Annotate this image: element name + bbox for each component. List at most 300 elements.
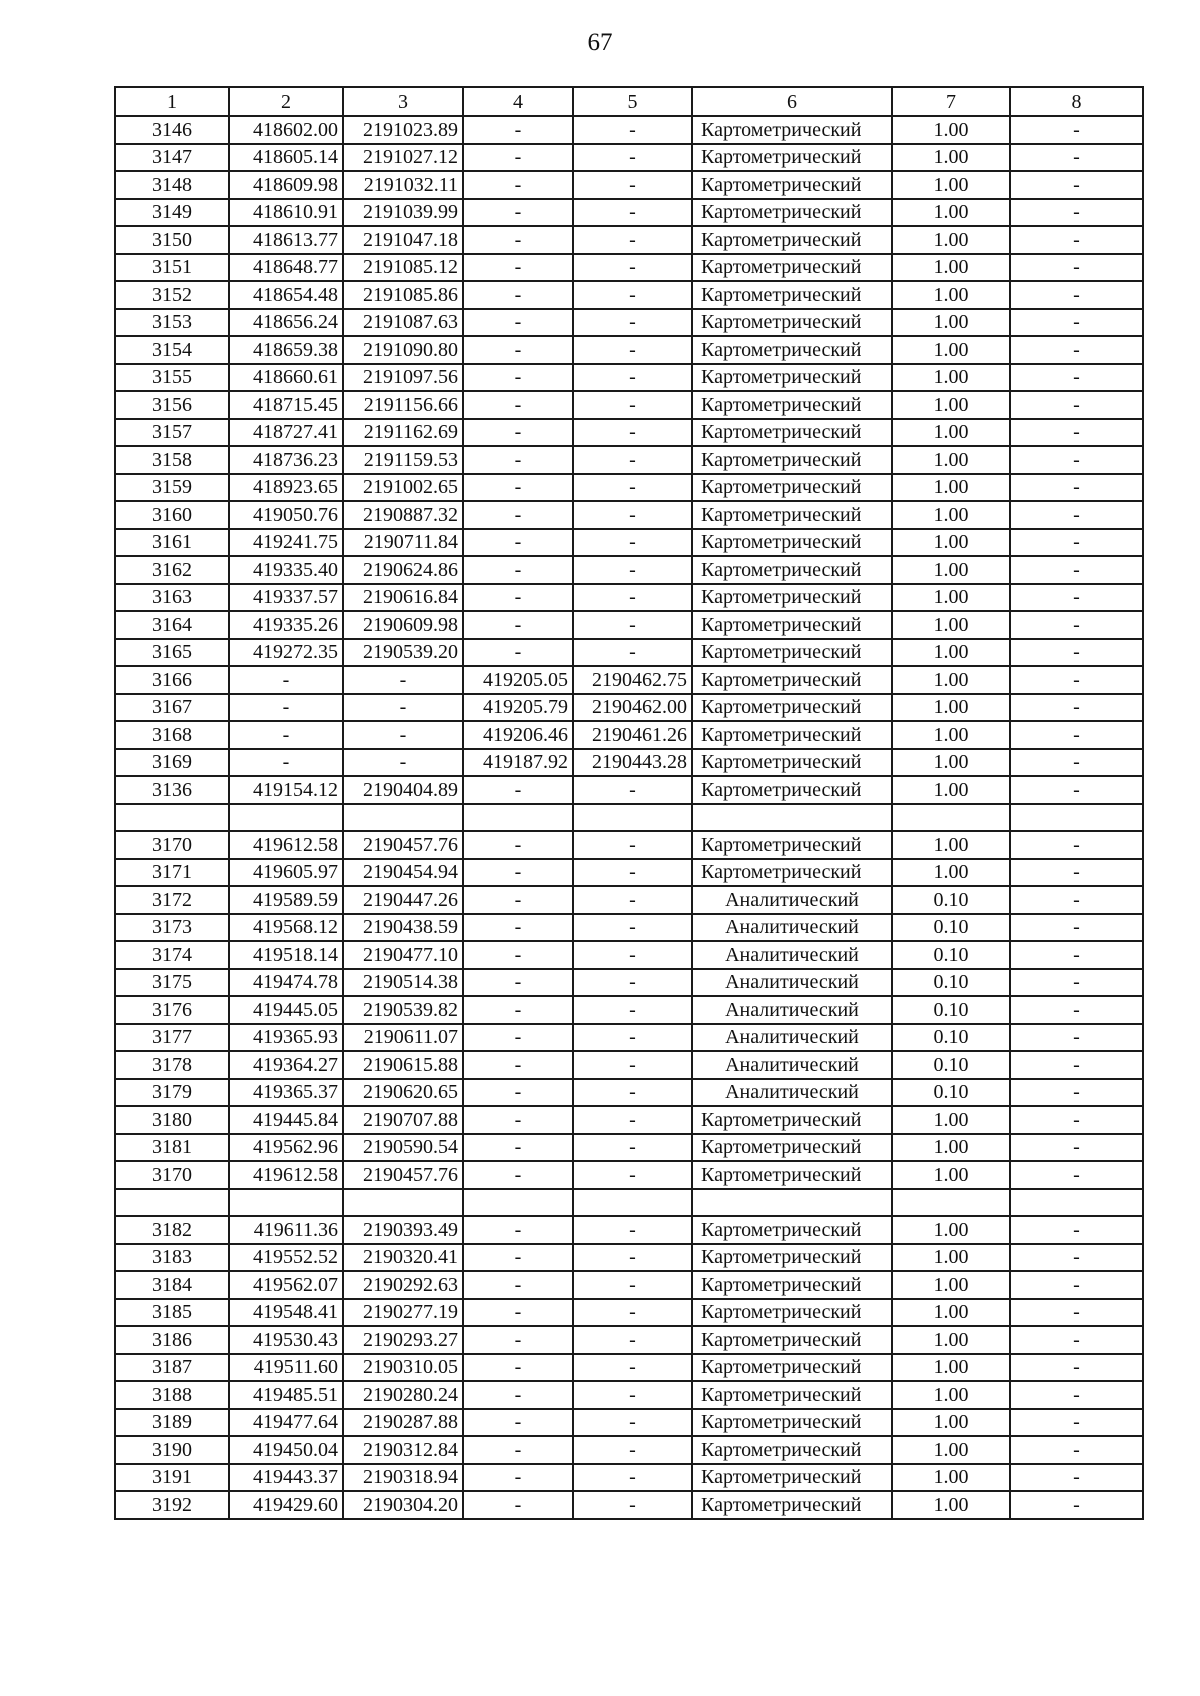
table-row	[115, 804, 1143, 832]
method-cell: Аналитический	[692, 1024, 892, 1052]
x-coordinate-cell: 418659.38	[229, 336, 343, 364]
x-coordinate-alt-cell: -	[463, 941, 573, 969]
column-header: 1	[115, 87, 229, 116]
y-coordinate-alt-cell: -	[573, 1381, 692, 1409]
y-coordinate-alt-cell	[573, 1189, 692, 1217]
y-coordinate-alt-cell: -	[573, 254, 692, 282]
x-coordinate-cell: 419568.12	[229, 914, 343, 942]
column-header: 7	[892, 87, 1010, 116]
x-coordinate-cell: -	[229, 694, 343, 722]
method-cell: Картометрический	[692, 419, 892, 447]
table-row	[115, 611, 1143, 639]
accuracy-cell: 1.00	[892, 391, 1010, 419]
x-coordinate-cell: -	[229, 749, 343, 777]
accuracy-cell: 1.00	[892, 446, 1010, 474]
x-coordinate-cell: 418605.14	[229, 144, 343, 172]
table-row	[115, 1216, 1143, 1244]
x-coordinate-alt-cell: -	[463, 1381, 573, 1409]
y-coordinate-cell: 2191087.63	[343, 309, 463, 337]
method-cell: Картометрический	[692, 1491, 892, 1519]
x-coordinate-cell: 419429.60	[229, 1491, 343, 1519]
y-coordinate-cell: 2190539.20	[343, 639, 463, 667]
description-cell: -	[1010, 1216, 1143, 1244]
point-number-cell: 3192	[115, 1491, 229, 1519]
y-coordinate-alt-cell: -	[573, 1436, 692, 1464]
column-header: 6	[692, 87, 892, 116]
point-number-cell: 3148	[115, 171, 229, 199]
x-coordinate-alt-cell: -	[463, 501, 573, 529]
x-coordinate-alt-cell: -	[463, 364, 573, 392]
description-cell: -	[1010, 254, 1143, 282]
description-cell: -	[1010, 1299, 1143, 1327]
column-header: 2	[229, 87, 343, 116]
description-cell: -	[1010, 886, 1143, 914]
y-coordinate-cell: 2191002.65	[343, 474, 463, 502]
accuracy-cell: 1.00	[892, 1381, 1010, 1409]
table-row	[115, 1051, 1143, 1079]
method-cell: Картометрический	[692, 364, 892, 392]
y-coordinate-cell: 2190457.76	[343, 1161, 463, 1189]
x-coordinate-cell: 418727.41	[229, 419, 343, 447]
table-row	[115, 1464, 1143, 1492]
x-coordinate-alt-cell: -	[463, 446, 573, 474]
y-coordinate-cell: 2191047.18	[343, 226, 463, 254]
y-coordinate-cell: 2190310.05	[343, 1354, 463, 1382]
description-cell: -	[1010, 501, 1143, 529]
method-cell: Картометрический	[692, 666, 892, 694]
description-cell: -	[1010, 749, 1143, 777]
x-coordinate-cell: 419530.43	[229, 1326, 343, 1354]
description-cell: -	[1010, 1024, 1143, 1052]
method-cell: Картометрический	[692, 1106, 892, 1134]
point-number-cell: 3166	[115, 666, 229, 694]
x-coordinate-cell: 418648.77	[229, 254, 343, 282]
x-coordinate-cell: 419365.37	[229, 1079, 343, 1107]
table-row	[115, 1189, 1143, 1217]
x-coordinate-alt-cell: -	[463, 831, 573, 859]
table-row	[115, 199, 1143, 227]
accuracy-cell: 1.00	[892, 419, 1010, 447]
accuracy-cell: 1.00	[892, 721, 1010, 749]
point-number-cell: 3154	[115, 336, 229, 364]
table-row	[115, 1134, 1143, 1162]
description-cell: -	[1010, 1271, 1143, 1299]
y-coordinate-cell: -	[343, 721, 463, 749]
description-cell: -	[1010, 666, 1143, 694]
y-coordinate-alt-cell: -	[573, 446, 692, 474]
method-cell: Аналитический	[692, 1079, 892, 1107]
description-cell: -	[1010, 694, 1143, 722]
y-coordinate-cell: 2191162.69	[343, 419, 463, 447]
table-row	[115, 254, 1143, 282]
accuracy-cell: 1.00	[892, 336, 1010, 364]
x-coordinate-cell: 419445.05	[229, 996, 343, 1024]
accuracy-cell: 1.00	[892, 1161, 1010, 1189]
x-coordinate-alt-cell: -	[463, 1326, 573, 1354]
description-cell: -	[1010, 364, 1143, 392]
y-coordinate-alt-cell: -	[573, 501, 692, 529]
y-coordinate-alt-cell: -	[573, 1299, 692, 1327]
y-coordinate-alt-cell: -	[573, 309, 692, 337]
y-coordinate-cell: 2190277.19	[343, 1299, 463, 1327]
x-coordinate-alt-cell: -	[463, 336, 573, 364]
description-cell: -	[1010, 1354, 1143, 1382]
method-cell: Картометрический	[692, 556, 892, 584]
accuracy-cell: 0.10	[892, 941, 1010, 969]
y-coordinate-alt-cell: -	[573, 1271, 692, 1299]
table-row	[115, 886, 1143, 914]
point-number-cell: 3165	[115, 639, 229, 667]
accuracy-cell	[892, 1189, 1010, 1217]
table-row	[115, 941, 1143, 969]
table-row	[115, 914, 1143, 942]
point-number-cell: 3179	[115, 1079, 229, 1107]
x-coordinate-cell	[229, 1189, 343, 1217]
accuracy-cell: 0.10	[892, 969, 1010, 997]
table-row	[115, 1106, 1143, 1134]
method-cell: Картометрический	[692, 336, 892, 364]
description-cell: -	[1010, 584, 1143, 612]
point-number-cell: 3180	[115, 1106, 229, 1134]
point-number-cell: 3149	[115, 199, 229, 227]
method-cell: Аналитический	[692, 996, 892, 1024]
y-coordinate-cell: 2190590.54	[343, 1134, 463, 1162]
y-coordinate-alt-cell	[573, 804, 692, 832]
accuracy-cell: 1.00	[892, 694, 1010, 722]
accuracy-cell: 1.00	[892, 309, 1010, 337]
x-coordinate-alt-cell: -	[463, 1134, 573, 1162]
accuracy-cell: 1.00	[892, 199, 1010, 227]
y-coordinate-alt-cell: -	[573, 199, 692, 227]
x-coordinate-alt-cell: -	[463, 1271, 573, 1299]
table-row	[115, 1491, 1143, 1519]
x-coordinate-cell: 419477.64	[229, 1409, 343, 1437]
method-cell: Аналитический	[692, 941, 892, 969]
description-cell: -	[1010, 859, 1143, 887]
x-coordinate-alt-cell: -	[463, 1161, 573, 1189]
table-row	[115, 529, 1143, 557]
description-cell: -	[1010, 611, 1143, 639]
x-coordinate-cell: 419154.12	[229, 776, 343, 804]
x-coordinate-alt-cell: -	[463, 1491, 573, 1519]
x-coordinate-alt-cell: -	[463, 859, 573, 887]
table-row	[115, 281, 1143, 309]
description-cell: -	[1010, 1134, 1143, 1162]
description-cell: -	[1010, 1491, 1143, 1519]
y-coordinate-alt-cell: -	[573, 776, 692, 804]
table-row	[115, 1024, 1143, 1052]
description-cell: -	[1010, 446, 1143, 474]
accuracy-cell: 1.00	[892, 254, 1010, 282]
y-coordinate-cell: 2191085.86	[343, 281, 463, 309]
table-row	[115, 666, 1143, 694]
y-coordinate-cell: 2190620.65	[343, 1079, 463, 1107]
description-cell: -	[1010, 721, 1143, 749]
description-cell: -	[1010, 1436, 1143, 1464]
y-coordinate-cell: 2191039.99	[343, 199, 463, 227]
point-number-cell: 3162	[115, 556, 229, 584]
method-cell: Картометрический	[692, 254, 892, 282]
x-coordinate-alt-cell: 419187.92	[463, 749, 573, 777]
page-number: 67	[587, 29, 613, 56]
description-cell: -	[1010, 914, 1143, 942]
point-number-cell: 3168	[115, 721, 229, 749]
x-coordinate-cell: 419612.58	[229, 1161, 343, 1189]
table-row	[115, 694, 1143, 722]
y-coordinate-cell	[343, 804, 463, 832]
accuracy-cell: 1.00	[892, 611, 1010, 639]
y-coordinate-alt-cell: -	[573, 226, 692, 254]
method-cell: Аналитический	[692, 969, 892, 997]
accuracy-cell: 1.00	[892, 1134, 1010, 1162]
column-header: 8	[1010, 87, 1143, 116]
y-coordinate-alt-cell: -	[573, 1134, 692, 1162]
y-coordinate-cell: 2190887.32	[343, 501, 463, 529]
accuracy-cell: 1.00	[892, 1244, 1010, 1272]
x-coordinate-cell: 418660.61	[229, 364, 343, 392]
description-cell: -	[1010, 1079, 1143, 1107]
y-coordinate-alt-cell: -	[573, 1161, 692, 1189]
y-coordinate-alt-cell: -	[573, 1024, 692, 1052]
y-coordinate-alt-cell: -	[573, 639, 692, 667]
accuracy-cell: 0.10	[892, 1051, 1010, 1079]
x-coordinate-cell: 419612.58	[229, 831, 343, 859]
x-coordinate-cell: 419337.57	[229, 584, 343, 612]
y-coordinate-cell: 2190393.49	[343, 1216, 463, 1244]
x-coordinate-cell: 418613.77	[229, 226, 343, 254]
accuracy-cell: 1.00	[892, 281, 1010, 309]
y-coordinate-alt-cell: 2190461.26	[573, 721, 692, 749]
accuracy-cell: 1.00	[892, 584, 1010, 612]
x-coordinate-alt-cell: -	[463, 226, 573, 254]
y-coordinate-alt-cell: -	[573, 171, 692, 199]
method-cell: Картометрический	[692, 199, 892, 227]
x-coordinate-alt-cell: -	[463, 1079, 573, 1107]
y-coordinate-cell: 2191156.66	[343, 391, 463, 419]
method-cell: Картометрический	[692, 1244, 892, 1272]
table-row	[115, 171, 1143, 199]
x-coordinate-alt-cell: 419205.05	[463, 666, 573, 694]
y-coordinate-cell: -	[343, 666, 463, 694]
y-coordinate-alt-cell: -	[573, 914, 692, 942]
x-coordinate-alt-cell: -	[463, 309, 573, 337]
point-number-cell: 3151	[115, 254, 229, 282]
description-cell	[1010, 1189, 1143, 1217]
accuracy-cell: 1.00	[892, 364, 1010, 392]
y-coordinate-alt-cell: -	[573, 1079, 692, 1107]
y-coordinate-cell: 2190312.84	[343, 1436, 463, 1464]
point-number-cell: 3158	[115, 446, 229, 474]
y-coordinate-alt-cell: -	[573, 391, 692, 419]
y-coordinate-cell: 2190304.20	[343, 1491, 463, 1519]
point-number-cell: 3155	[115, 364, 229, 392]
y-coordinate-alt-cell: -	[573, 1326, 692, 1354]
x-coordinate-alt-cell: -	[463, 1464, 573, 1492]
table-row	[115, 996, 1143, 1024]
method-cell: Картометрический	[692, 749, 892, 777]
point-number-cell: 3186	[115, 1326, 229, 1354]
y-coordinate-cell: 2191090.80	[343, 336, 463, 364]
method-cell: Аналитический	[692, 886, 892, 914]
point-number-cell	[115, 1189, 229, 1217]
description-cell: -	[1010, 199, 1143, 227]
method-cell: Картометрический	[692, 1409, 892, 1437]
method-cell: Картометрический	[692, 474, 892, 502]
x-coordinate-alt-cell: -	[463, 1106, 573, 1134]
x-coordinate-cell: 419050.76	[229, 501, 343, 529]
method-cell: Картометрический	[692, 1436, 892, 1464]
x-coordinate-cell: 419364.27	[229, 1051, 343, 1079]
x-coordinate-alt-cell: -	[463, 1354, 573, 1382]
x-coordinate-cell: 419511.60	[229, 1354, 343, 1382]
description-cell: -	[1010, 831, 1143, 859]
x-coordinate-alt-cell: -	[463, 996, 573, 1024]
x-coordinate-cell: 419443.37	[229, 1464, 343, 1492]
x-coordinate-alt-cell: -	[463, 281, 573, 309]
accuracy-cell: 1.00	[892, 1464, 1010, 1492]
x-coordinate-alt-cell: -	[463, 1244, 573, 1272]
method-cell: Картометрический	[692, 1134, 892, 1162]
accuracy-cell: 1.00	[892, 529, 1010, 557]
x-coordinate-alt-cell: 419205.79	[463, 694, 573, 722]
table-row	[115, 1381, 1143, 1409]
x-coordinate-alt-cell: -	[463, 1436, 573, 1464]
point-number-cell: 3190	[115, 1436, 229, 1464]
y-coordinate-cell: -	[343, 749, 463, 777]
x-coordinate-cell: -	[229, 666, 343, 694]
x-coordinate-cell: 419562.07	[229, 1271, 343, 1299]
x-coordinate-cell: -	[229, 721, 343, 749]
y-coordinate-cell: 2190293.27	[343, 1326, 463, 1354]
accuracy-cell: 1.00	[892, 859, 1010, 887]
x-coordinate-alt-cell	[463, 804, 573, 832]
x-coordinate-alt-cell: -	[463, 584, 573, 612]
accuracy-cell: 1.00	[892, 1354, 1010, 1382]
description-cell: -	[1010, 171, 1143, 199]
point-number-cell: 3185	[115, 1299, 229, 1327]
y-coordinate-cell: 2191097.56	[343, 364, 463, 392]
table-row	[115, 1161, 1143, 1189]
description-cell: -	[1010, 1409, 1143, 1437]
accuracy-cell: 1.00	[892, 501, 1010, 529]
method-cell: Картометрический	[692, 116, 892, 144]
accuracy-cell: 1.00	[892, 1436, 1010, 1464]
accuracy-cell	[892, 804, 1010, 832]
x-coordinate-alt-cell: -	[463, 144, 573, 172]
accuracy-cell: 0.10	[892, 996, 1010, 1024]
description-cell: -	[1010, 1051, 1143, 1079]
y-coordinate-alt-cell: -	[573, 1491, 692, 1519]
accuracy-cell: 1.00	[892, 556, 1010, 584]
accuracy-cell: 1.00	[892, 116, 1010, 144]
point-number-cell: 3167	[115, 694, 229, 722]
method-cell: Картометрический	[692, 529, 892, 557]
y-coordinate-alt-cell: -	[573, 336, 692, 364]
table-row	[115, 226, 1143, 254]
x-coordinate-cell: 419450.04	[229, 1436, 343, 1464]
y-coordinate-cell: -	[343, 694, 463, 722]
method-cell: Картометрический	[692, 309, 892, 337]
method-cell: Картометрический	[692, 1381, 892, 1409]
y-coordinate-cell: 2190318.94	[343, 1464, 463, 1492]
x-coordinate-alt-cell: -	[463, 886, 573, 914]
description-cell: -	[1010, 1464, 1143, 1492]
description-cell: -	[1010, 941, 1143, 969]
table-row	[115, 1244, 1143, 1272]
accuracy-cell: 1.00	[892, 474, 1010, 502]
accuracy-cell: 1.00	[892, 639, 1010, 667]
description-cell: -	[1010, 336, 1143, 364]
y-coordinate-alt-cell: -	[573, 1409, 692, 1437]
point-number-cell: 3174	[115, 941, 229, 969]
x-coordinate-alt-cell: -	[463, 391, 573, 419]
x-coordinate-cell: 418923.65	[229, 474, 343, 502]
x-coordinate-cell: 418654.48	[229, 281, 343, 309]
accuracy-cell: 0.10	[892, 914, 1010, 942]
x-coordinate-cell: 419518.14	[229, 941, 343, 969]
x-coordinate-cell: 419445.84	[229, 1106, 343, 1134]
y-coordinate-cell: 2191085.12	[343, 254, 463, 282]
y-coordinate-alt-cell: -	[573, 144, 692, 172]
y-coordinate-cell: 2190287.88	[343, 1409, 463, 1437]
description-cell: -	[1010, 1326, 1143, 1354]
y-coordinate-alt-cell: -	[573, 859, 692, 887]
x-coordinate-cell	[229, 804, 343, 832]
point-number-cell	[115, 804, 229, 832]
x-coordinate-cell: 418715.45	[229, 391, 343, 419]
x-coordinate-alt-cell: -	[463, 529, 573, 557]
point-number-cell: 3188	[115, 1381, 229, 1409]
method-cell: Аналитический	[692, 914, 892, 942]
y-coordinate-cell: 2190454.94	[343, 859, 463, 887]
table-row	[115, 584, 1143, 612]
x-coordinate-cell: 419605.97	[229, 859, 343, 887]
x-coordinate-alt-cell: -	[463, 199, 573, 227]
table-row	[115, 1354, 1143, 1382]
table-row	[115, 1271, 1143, 1299]
point-number-cell: 3178	[115, 1051, 229, 1079]
x-coordinate-cell: 419562.96	[229, 1134, 343, 1162]
table-row	[115, 1079, 1143, 1107]
x-coordinate-alt-cell: -	[463, 116, 573, 144]
accuracy-cell: 1.00	[892, 1326, 1010, 1354]
point-number-cell: 3159	[115, 474, 229, 502]
x-coordinate-cell: 419272.35	[229, 639, 343, 667]
description-cell: -	[1010, 1161, 1143, 1189]
y-coordinate-alt-cell: -	[573, 941, 692, 969]
point-number-cell: 3153	[115, 309, 229, 337]
table-row	[115, 116, 1143, 144]
x-coordinate-alt-cell: -	[463, 639, 573, 667]
column-header: 4	[463, 87, 573, 116]
x-coordinate-cell: 419552.52	[229, 1244, 343, 1272]
x-coordinate-alt-cell: -	[463, 776, 573, 804]
description-cell: -	[1010, 144, 1143, 172]
y-coordinate-alt-cell: -	[573, 116, 692, 144]
method-cell: Картометрический	[692, 501, 892, 529]
description-cell: -	[1010, 529, 1143, 557]
accuracy-cell: 1.00	[892, 666, 1010, 694]
point-number-cell: 3169	[115, 749, 229, 777]
x-coordinate-alt-cell: -	[463, 611, 573, 639]
x-coordinate-cell: 419365.93	[229, 1024, 343, 1052]
description-cell: -	[1010, 776, 1143, 804]
y-coordinate-cell: 2190404.89	[343, 776, 463, 804]
y-coordinate-cell: 2190615.88	[343, 1051, 463, 1079]
method-cell: Картометрический	[692, 1161, 892, 1189]
point-number-cell: 3170	[115, 1161, 229, 1189]
description-cell: -	[1010, 281, 1143, 309]
